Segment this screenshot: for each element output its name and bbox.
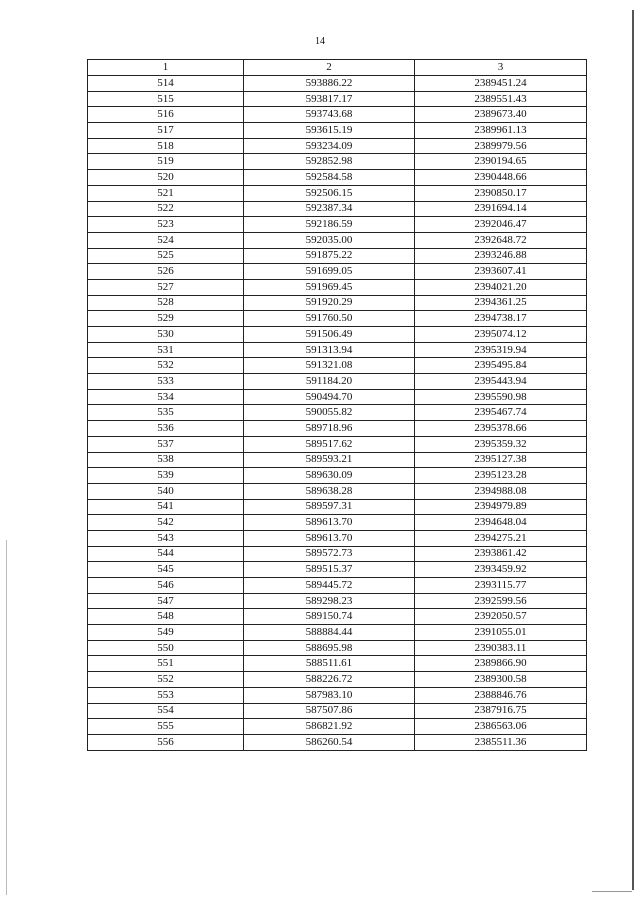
table-cell-col-1: 540	[88, 483, 244, 499]
table-cell-col-3: 2395319.94	[415, 342, 587, 358]
table-row	[88, 719, 587, 735]
table-row	[88, 656, 587, 672]
table-row	[88, 295, 587, 311]
table-cell-col-1: 552	[88, 672, 244, 688]
table-cell-col-1: 544	[88, 546, 244, 562]
table-cell-col-3: 2392648.72	[415, 232, 587, 248]
table-row	[88, 279, 587, 295]
table-cell-col-1: 530	[88, 327, 244, 343]
table-cell-col-1: 531	[88, 342, 244, 358]
table-row	[88, 421, 587, 437]
table-cell-col-1: 537	[88, 436, 244, 452]
table-cell-col-1: 532	[88, 358, 244, 374]
table-cell-col-3: 2393861.42	[415, 546, 587, 562]
table-cell-col-2: 593743.68	[244, 107, 415, 123]
table-cell-col-2: 586821.92	[244, 719, 415, 735]
table-cell-col-1: 555	[88, 719, 244, 735]
table-cell-col-3: 2395074.12	[415, 327, 587, 343]
table-cell-col-1: 519	[88, 154, 244, 170]
table-row	[88, 154, 587, 170]
table-cell-col-1: 541	[88, 499, 244, 515]
table-row	[88, 248, 587, 264]
table-cell-col-3: 2390194.65	[415, 154, 587, 170]
table-cell-col-1: 526	[88, 264, 244, 280]
table-row	[88, 91, 587, 107]
table-row	[88, 342, 587, 358]
table-cell-col-1: 521	[88, 185, 244, 201]
table-row	[88, 185, 587, 201]
table-cell-col-1: 522	[88, 201, 244, 217]
table-cell-col-1: 525	[88, 248, 244, 264]
table-cell-col-3: 2389961.13	[415, 123, 587, 139]
table-cell-col-2: 591875.22	[244, 248, 415, 264]
table-cell-col-2: 586260.54	[244, 734, 415, 750]
table-row	[88, 327, 587, 343]
table-cell-col-2: 589515.37	[244, 562, 415, 578]
table-cell-col-2: 591920.29	[244, 295, 415, 311]
table-cell-col-2: 591969.45	[244, 279, 415, 295]
table-cell-col-3: 2395123.28	[415, 468, 587, 484]
table-cell-col-2: 589445.72	[244, 578, 415, 594]
table-row	[88, 358, 587, 374]
table-cell-col-1: 534	[88, 389, 244, 405]
table-cell-col-1: 539	[88, 468, 244, 484]
table-cell-col-1: 523	[88, 217, 244, 233]
table-cell-col-1: 536	[88, 421, 244, 437]
table-cell-col-1: 529	[88, 311, 244, 327]
table-row	[88, 311, 587, 327]
table-cell-col-2: 593234.09	[244, 138, 415, 154]
page-number: 14	[315, 36, 325, 47]
table-cell-col-2: 589298.23	[244, 593, 415, 609]
table-cell-col-2: 592387.34	[244, 201, 415, 217]
column-header-2: 2	[244, 60, 415, 76]
table-row	[88, 703, 587, 719]
table-cell-col-3: 2390850.17	[415, 185, 587, 201]
table-row	[88, 578, 587, 594]
table-cell-col-2: 593615.19	[244, 123, 415, 139]
table-cell-col-3: 2394648.04	[415, 515, 587, 531]
table-cell-col-3: 2389300.58	[415, 672, 587, 688]
table-cell-col-3: 2389673.40	[415, 107, 587, 123]
table-cell-col-1: 527	[88, 279, 244, 295]
table-cell-col-2: 589613.70	[244, 515, 415, 531]
table-row	[88, 138, 587, 154]
coordinates-table	[87, 59, 587, 751]
table-cell-col-3: 2395127.38	[415, 452, 587, 468]
table-cell-col-3: 2395378.66	[415, 421, 587, 437]
table-cell-col-3: 2392050.57	[415, 609, 587, 625]
table-row	[88, 76, 587, 92]
table-row	[88, 734, 587, 750]
scan-edge-bottom	[592, 891, 632, 892]
table-cell-col-1: 548	[88, 609, 244, 625]
table-cell-col-2: 588884.44	[244, 625, 415, 641]
table-cell-col-1: 556	[88, 734, 244, 750]
table-row	[88, 640, 587, 656]
table-cell-col-3: 2389866.90	[415, 656, 587, 672]
table-row	[88, 264, 587, 280]
table-cell-col-3: 2393459.92	[415, 562, 587, 578]
table-row	[88, 217, 587, 233]
table-cell-col-1: 516	[88, 107, 244, 123]
table-cell-col-2: 593886.22	[244, 76, 415, 92]
table-cell-col-2: 589150.74	[244, 609, 415, 625]
table-cell-col-1: 542	[88, 515, 244, 531]
table-cell-col-3: 2394979.89	[415, 499, 587, 515]
table-row	[88, 468, 587, 484]
table-cell-col-2: 588511.61	[244, 656, 415, 672]
table-body	[88, 76, 587, 751]
table-cell-col-3: 2395590.98	[415, 389, 587, 405]
table-cell-col-3: 2395359.32	[415, 436, 587, 452]
table-row	[88, 123, 587, 139]
table-cell-col-1: 535	[88, 405, 244, 421]
scan-edge-right	[632, 10, 634, 890]
table-cell-col-3: 2394021.20	[415, 279, 587, 295]
table-cell-col-1: 549	[88, 625, 244, 641]
table-cell-col-3: 2390383.11	[415, 640, 587, 656]
table-row	[88, 562, 587, 578]
table-cell-col-3: 2389451.24	[415, 76, 587, 92]
table-cell-col-3: 2387916.75	[415, 703, 587, 719]
table-cell-col-2: 589613.70	[244, 530, 415, 546]
table-cell-col-3: 2394275.21	[415, 530, 587, 546]
table-row	[88, 201, 587, 217]
table-cell-col-1: 551	[88, 656, 244, 672]
table-cell-col-2: 589572.73	[244, 546, 415, 562]
scan-edge-left	[6, 540, 7, 895]
table-cell-col-1: 543	[88, 530, 244, 546]
table-row	[88, 593, 587, 609]
table-cell-col-1: 515	[88, 91, 244, 107]
table-cell-col-3: 2394988.08	[415, 483, 587, 499]
table-cell-col-2: 592035.00	[244, 232, 415, 248]
table-cell-col-2: 593817.17	[244, 91, 415, 107]
table-cell-col-2: 587983.10	[244, 687, 415, 703]
table-cell-col-2: 592186.59	[244, 217, 415, 233]
table-cell-col-2: 591506.49	[244, 327, 415, 343]
table-cell-col-2: 592852.98	[244, 154, 415, 170]
table-cell-col-2: 588226.72	[244, 672, 415, 688]
table-row	[88, 232, 587, 248]
table-cell-col-2: 587507.86	[244, 703, 415, 719]
table-cell-col-1: 524	[88, 232, 244, 248]
table-row	[88, 389, 587, 405]
table-cell-col-3: 2386563.06	[415, 719, 587, 735]
table-row	[88, 436, 587, 452]
table-row	[88, 107, 587, 123]
table-cell-col-2: 590494.70	[244, 389, 415, 405]
table-cell-col-3: 2395443.94	[415, 374, 587, 390]
table-cell-col-3: 2395467.74	[415, 405, 587, 421]
table-row	[88, 530, 587, 546]
table-cell-col-3: 2389551.43	[415, 91, 587, 107]
table-cell-col-3: 2394361.25	[415, 295, 587, 311]
table-cell-col-1: 547	[88, 593, 244, 609]
table-cell-col-2: 591313.94	[244, 342, 415, 358]
table-cell-col-2: 588695.98	[244, 640, 415, 656]
table-cell-col-2: 590055.82	[244, 405, 415, 421]
table-cell-col-2: 591184.20	[244, 374, 415, 390]
table-cell-col-3: 2395495.84	[415, 358, 587, 374]
table-cell-col-3: 2392599.56	[415, 593, 587, 609]
table-row	[88, 687, 587, 703]
table-cell-col-2: 591699.05	[244, 264, 415, 280]
table-cell-col-3: 2393607.41	[415, 264, 587, 280]
table-row	[88, 483, 587, 499]
table-cell-col-3: 2393115.77	[415, 578, 587, 594]
table-cell-col-2: 589597.31	[244, 499, 415, 515]
table-cell-col-1: 520	[88, 170, 244, 186]
table-cell-col-2: 592506.15	[244, 185, 415, 201]
column-header-3: 3	[415, 60, 587, 76]
table-cell-col-1: 528	[88, 295, 244, 311]
table-cell-col-1: 545	[88, 562, 244, 578]
table-cell-col-1: 554	[88, 703, 244, 719]
table-cell-col-2: 589593.21	[244, 452, 415, 468]
table-row	[88, 515, 587, 531]
table-cell-col-1: 546	[88, 578, 244, 594]
table-row	[88, 672, 587, 688]
table-cell-col-3: 2392046.47	[415, 217, 587, 233]
table-cell-col-2: 589517.62	[244, 436, 415, 452]
table-cell-col-2: 589718.96	[244, 421, 415, 437]
table-row	[88, 499, 587, 515]
table-cell-col-3: 2393246.88	[415, 248, 587, 264]
table-row	[88, 170, 587, 186]
table-cell-col-1: 518	[88, 138, 244, 154]
table-row	[88, 452, 587, 468]
table-cell-col-1: 538	[88, 452, 244, 468]
table-cell-col-2: 591321.08	[244, 358, 415, 374]
column-header-1: 1	[88, 60, 244, 76]
table-row	[88, 546, 587, 562]
table-cell-col-3: 2389979.56	[415, 138, 587, 154]
table-cell-col-3: 2391694.14	[415, 201, 587, 217]
table-row	[88, 609, 587, 625]
table-cell-col-2: 592584.58	[244, 170, 415, 186]
table-cell-col-1: 517	[88, 123, 244, 139]
table-header-row	[88, 60, 587, 76]
table-row	[88, 625, 587, 641]
table-cell-col-2: 589630.09	[244, 468, 415, 484]
table-cell-col-1: 514	[88, 76, 244, 92]
table-cell-col-2: 589638.28	[244, 483, 415, 499]
table-cell-col-3: 2391055.01	[415, 625, 587, 641]
table-cell-col-1: 553	[88, 687, 244, 703]
table-cell-col-2: 591760.50	[244, 311, 415, 327]
table-cell-col-3: 2394738.17	[415, 311, 587, 327]
table-cell-col-1: 533	[88, 374, 244, 390]
table-cell-col-1: 550	[88, 640, 244, 656]
table-cell-col-3: 2385511.36	[415, 734, 587, 750]
table-row	[88, 374, 587, 390]
table-row	[88, 405, 587, 421]
table-cell-col-3: 2390448.66	[415, 170, 587, 186]
table-cell-col-3: 2388846.76	[415, 687, 587, 703]
